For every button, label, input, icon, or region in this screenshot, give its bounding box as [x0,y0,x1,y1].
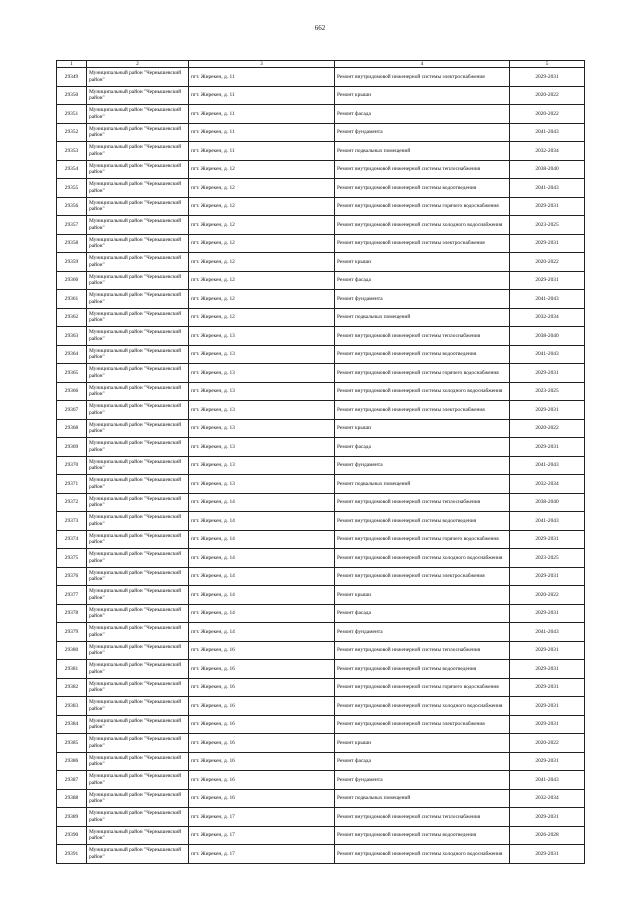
work-type-cell: Ремонт крыши [335,419,510,438]
address-cell: пгт. Жирекен, д. 16 [189,697,335,716]
period-cell: 2038-2040 [510,493,585,512]
municipality-cell: Муниципальный район "Чернышевский район" [87,86,189,105]
period-cell: 2020-2022 [510,734,585,753]
municipality-cell: Муниципальный район "Чернышевский район" [87,475,189,494]
municipality-cell: Муниципальный район "Чернышевский район" [87,197,189,216]
work-type-cell: Ремонт подвальных помещений [335,789,510,808]
row-number-cell: 29380 [57,641,87,660]
work-type-cell: Ремонт внутридомовой инженерной системы горячего водоснабжения [335,678,510,697]
period-cell: 2029-2031 [510,68,585,87]
column-header: 4 [335,61,510,68]
address-cell: пгт. Жирекен, д. 14 [189,512,335,531]
municipality-cell: Муниципальный район "Чернышевский район" [87,789,189,808]
work-type-cell: Ремонт фасада [335,752,510,771]
municipality-cell: Муниципальный район "Чернышевский район" [87,419,189,438]
address-cell: пгт. Жирекен, д. 16 [189,715,335,734]
period-cell: 2029-2031 [510,697,585,716]
period-cell: 2032-2034 [510,308,585,327]
period-cell: 2029-2031 [510,715,585,734]
address-cell: пгт. Жирекен, д. 12 [189,216,335,235]
work-type-cell: Ремонт крыши [335,586,510,605]
row-number-cell: 29376 [57,567,87,586]
address-cell: пгт. Жирекен, д. 11 [189,68,335,87]
work-type-cell: Ремонт внутридомовой инженерной системы электроснабжения [335,68,510,87]
municipality-cell: Муниципальный район "Чернышевский район" [87,715,189,734]
table-row [57,68,585,87]
table-row [57,641,585,660]
work-type-cell: Ремонт крыши [335,86,510,105]
work-type-cell: Ремонт внутридомовой инженерной системы электроснабжения [335,234,510,253]
work-type-cell: Ремонт подвальных помещений [335,308,510,327]
period-cell: 2020-2022 [510,419,585,438]
work-type-cell: Ремонт внутридомовой инженерной системы электроснабжения [335,715,510,734]
table-row [57,197,585,216]
row-number-cell: 29391 [57,845,87,864]
address-cell: пгт. Жирекен, д. 12 [189,290,335,309]
period-cell: 2020-2022 [510,586,585,605]
row-number-cell: 29369 [57,438,87,457]
work-type-cell: Ремонт внутридомовой инженерной системы теплоснабжения [335,493,510,512]
row-number-cell: 29372 [57,493,87,512]
table-row [57,271,585,290]
municipality-cell: Муниципальный район "Чернышевский район" [87,697,189,716]
row-number-cell: 29361 [57,290,87,309]
address-cell: пгт. Жирекен, д. 12 [189,253,335,272]
period-cell: 2041-2043 [510,512,585,531]
period-cell: 2032-2034 [510,142,585,161]
period-cell: 2041-2043 [510,456,585,475]
work-type-cell: Ремонт фасада [335,438,510,457]
address-cell: пгт. Жирекен, д. 11 [189,86,335,105]
period-cell: 2041-2043 [510,179,585,198]
address-cell: пгт. Жирекен, д. 16 [189,678,335,697]
work-type-cell: Ремонт внутридомовой инженерной системы теплоснабжения [335,327,510,346]
row-number-cell: 29390 [57,826,87,845]
row-number-cell: 29354 [57,160,87,179]
municipality-cell: Муниципальный район "Чернышевский район" [87,68,189,87]
municipality-cell: Муниципальный район "Чернышевский район" [87,438,189,457]
address-cell: пгт. Жирекен, д. 12 [189,271,335,290]
row-number-cell: 29378 [57,604,87,623]
column-header: 3 [189,61,335,68]
column-header: 1 [57,61,87,68]
work-type-cell: Ремонт внутридомовой инженерной системы водоотведения [335,660,510,679]
table-row [57,530,585,549]
work-type-cell: Ремонт внутридомовой инженерной системы теплоснабжения [335,641,510,660]
table-row [57,549,585,568]
municipality-cell: Муниципальный район "Чернышевский район" [87,512,189,531]
table-row [57,493,585,512]
row-number-cell: 29374 [57,530,87,549]
municipality-cell: Муниципальный район "Чернышевский район" [87,586,189,605]
municipality-cell: Муниципальный район "Чернышевский район" [87,345,189,364]
work-type-cell: Ремонт фундамента [335,290,510,309]
period-cell: 2029-2031 [510,530,585,549]
municipality-cell: Муниципальный район "Чернышевский район" [87,160,189,179]
row-number-cell: 29353 [57,142,87,161]
address-cell: пгт. Жирекен, д. 12 [189,160,335,179]
municipality-cell: Муниципальный район "Чернышевский район" [87,456,189,475]
work-type-cell: Ремонт внутридомовой инженерной системы горячего водоснабжения [335,530,510,549]
municipality-cell: Муниципальный район "Чернышевский район" [87,364,189,383]
work-type-cell: Ремонт внутридомовой инженерной системы горячего водоснабжения [335,197,510,216]
address-cell: пгт. Жирекен, д. 13 [189,456,335,475]
table-row [57,327,585,346]
row-number-cell: 29383 [57,697,87,716]
table-row [57,604,585,623]
row-number-cell: 29365 [57,364,87,383]
address-cell: пгт. Жирекен, д. 13 [189,401,335,420]
table-row [57,290,585,309]
period-cell: 2029-2031 [510,271,585,290]
municipality-cell: Муниципальный район "Чернышевский район" [87,660,189,679]
period-cell: 2032-2034 [510,475,585,494]
address-cell: пгт. Жирекен, д. 14 [189,493,335,512]
work-type-cell: Ремонт внутридомовой инженерной системы холодного водоснабжения [335,697,510,716]
address-cell: пгт. Жирекен, д. 16 [189,771,335,790]
municipality-cell: Муниципальный район "Чернышевский район" [87,752,189,771]
address-cell: пгт. Жирекен, д. 16 [189,660,335,679]
work-type-cell: Ремонт внутридомовой инженерной системы теплоснабжения [335,808,510,827]
work-type-cell: Ремонт внутридомовой инженерной системы горячего водоснабжения [335,364,510,383]
column-header: 5 [510,61,585,68]
table-body [57,61,585,864]
table-row [57,808,585,827]
municipality-cell: Муниципальный район "Чернышевский район" [87,549,189,568]
row-number-cell: 29385 [57,734,87,753]
address-cell: пгт. Жирекен, д. 13 [189,438,335,457]
period-cell: 2029-2031 [510,401,585,420]
row-number-cell: 29379 [57,623,87,642]
work-type-cell: Ремонт внутридомовой инженерной системы водоотведения [335,179,510,198]
work-type-cell: Ремонт фундамента [335,771,510,790]
municipality-cell: Муниципальный район "Чернышевский район" [87,105,189,124]
address-cell: пгт. Жирекен, д. 13 [189,327,335,346]
municipality-cell: Муниципальный район "Чернышевский район" [87,179,189,198]
work-type-cell: Ремонт крыши [335,253,510,272]
work-type-cell: Ремонт внутридомовой инженерной системы водоотведения [335,512,510,531]
row-number-cell: 29357 [57,216,87,235]
period-cell: 2029-2031 [510,604,585,623]
table-row [57,660,585,679]
table-row [57,586,585,605]
period-cell: 2029-2031 [510,234,585,253]
address-cell: пгт. Жирекен, д. 16 [189,641,335,660]
work-type-cell: Ремонт внутридомовой инженерной системы электроснабжения [335,567,510,586]
table-row [57,216,585,235]
work-type-cell: Ремонт внутридомовой инженерной системы теплоснабжения [335,160,510,179]
period-cell: 2023-2025 [510,382,585,401]
row-number-cell: 29386 [57,752,87,771]
work-type-cell: Ремонт подвальных помещений [335,142,510,161]
table-row [57,678,585,697]
municipality-cell: Муниципальный район "Чернышевский район" [87,567,189,586]
period-cell: 2029-2031 [510,660,585,679]
work-type-cell: Ремонт подвальных помещений [335,475,510,494]
row-number-cell: 29381 [57,660,87,679]
period-cell: 2041-2043 [510,771,585,790]
table-row [57,845,585,864]
row-number-cell: 29349 [57,68,87,87]
address-cell: пгт. Жирекен, д. 13 [189,345,335,364]
address-cell: пгт. Жирекен, д. 12 [189,308,335,327]
address-cell: пгт. Жирекен, д. 11 [189,142,335,161]
table-row [57,345,585,364]
table-row [57,512,585,531]
municipality-cell: Муниципальный район "Чернышевский район" [87,327,189,346]
table-row [57,438,585,457]
row-number-cell: 29358 [57,234,87,253]
address-cell: пгт. Жирекен, д. 16 [189,752,335,771]
municipality-cell: Муниципальный район "Чернышевский район" [87,290,189,309]
column-number-row [57,61,585,68]
address-cell: пгт. Жирекен, д. 13 [189,475,335,494]
table-row [57,86,585,105]
municipality-cell: Муниципальный район "Чернышевский район" [87,271,189,290]
municipality-cell: Муниципальный район "Чернышевский район" [87,678,189,697]
period-cell: 2023-2025 [510,216,585,235]
period-cell: 2029-2031 [510,567,585,586]
period-cell: 2041-2043 [510,290,585,309]
municipality-cell: Муниципальный район "Чернышевский район" [87,308,189,327]
period-cell: 2029-2031 [510,197,585,216]
municipality-cell: Муниципальный район "Чернышевский район" [87,845,189,864]
municipality-cell: Муниципальный район "Чернышевский район" [87,493,189,512]
table-row [57,105,585,124]
period-cell: 2029-2031 [510,808,585,827]
period-cell: 2041-2043 [510,345,585,364]
period-cell: 2041-2043 [510,623,585,642]
row-number-cell: 29356 [57,197,87,216]
table-row [57,623,585,642]
work-type-cell: Ремонт фасада [335,271,510,290]
row-number-cell: 29388 [57,789,87,808]
table-row [57,826,585,845]
address-cell: пгт. Жирекен, д. 13 [189,364,335,383]
row-number-cell: 29368 [57,419,87,438]
municipality-cell: Муниципальный район "Чернышевский район" [87,530,189,549]
table-row [57,401,585,420]
table-row [57,234,585,253]
work-type-cell: Ремонт внутридомовой инженерной системы водоотведения [335,345,510,364]
municipality-cell: Муниципальный район "Чернышевский район" [87,623,189,642]
work-type-cell: Ремонт внутридомовой инженерной системы холодного водоснабжения [335,549,510,568]
table-row [57,364,585,383]
address-cell: пгт. Жирекен, д. 14 [189,604,335,623]
work-type-cell: Ремонт крыши [335,734,510,753]
work-type-cell: Ремонт внутридомовой инженерной системы водоотведения [335,826,510,845]
row-number-cell: 29355 [57,179,87,198]
table-row [57,771,585,790]
table-row [57,123,585,142]
table-row [57,308,585,327]
address-cell: пгт. Жирекен, д. 16 [189,734,335,753]
address-cell: пгт. Жирекен, д. 14 [189,586,335,605]
period-cell: 2026-2028 [510,826,585,845]
row-number-cell: 29351 [57,105,87,124]
address-cell: пгт. Жирекен, д. 14 [189,530,335,549]
period-cell: 2029-2031 [510,641,585,660]
row-number-cell: 29375 [57,549,87,568]
work-type-cell: Ремонт фундамента [335,456,510,475]
address-cell: пгт. Жирекен, д. 11 [189,123,335,142]
address-cell: пгт. Жирекен, д. 13 [189,382,335,401]
row-number-cell: 29367 [57,401,87,420]
row-number-cell: 29371 [57,475,87,494]
row-number-cell: 29387 [57,771,87,790]
address-cell: пгт. Жирекен, д. 17 [189,826,335,845]
municipality-cell: Муниципальный район "Чернышевский район" [87,142,189,161]
municipality-cell: Муниципальный район "Чернышевский район" [87,808,189,827]
municipality-cell: Муниципальный район "Чернышевский район" [87,401,189,420]
address-cell: пгт. Жирекен, д. 14 [189,623,335,642]
row-number-cell: 29370 [57,456,87,475]
page-number: 662 [314,24,326,32]
period-cell: 2020-2022 [510,86,585,105]
table-row [57,715,585,734]
period-cell: 2029-2031 [510,438,585,457]
table-row [57,253,585,272]
period-cell: 2029-2031 [510,678,585,697]
period-cell: 2029-2031 [510,845,585,864]
address-cell: пгт. Жирекен, д. 17 [189,808,335,827]
table-row [57,160,585,179]
repair-schedule-table [56,60,585,864]
row-number-cell: 29373 [57,512,87,531]
work-type-cell: Ремонт внутридомовой инженерной системы электроснабжения [335,401,510,420]
row-number-cell: 29360 [57,271,87,290]
row-number-cell: 29350 [57,86,87,105]
address-cell: пгт. Жирекен, д. 11 [189,105,335,124]
row-number-cell: 29389 [57,808,87,827]
municipality-cell: Муниципальный район "Чернышевский район" [87,734,189,753]
period-cell: 2023-2025 [510,549,585,568]
address-cell: пгт. Жирекен, д. 14 [189,567,335,586]
table-row [57,567,585,586]
table-row [57,179,585,198]
row-number-cell: 29382 [57,678,87,697]
address-cell: пгт. Жирекен, д. 14 [189,549,335,568]
address-cell: пгт. Жирекен, д. 12 [189,234,335,253]
address-cell: пгт. Жирекен, д. 12 [189,197,335,216]
period-cell: 2032-2034 [510,789,585,808]
row-number-cell: 29366 [57,382,87,401]
address-cell: пгт. Жирекен, д. 13 [189,419,335,438]
municipality-cell: Муниципальный район "Чернышевский район" [87,382,189,401]
municipality-cell: Муниципальный район "Чернышевский район" [87,123,189,142]
table-row [57,419,585,438]
municipality-cell: Муниципальный район "Чернышевский район" [87,216,189,235]
municipality-cell: Муниципальный район "Чернышевский район" [87,771,189,790]
table-row [57,752,585,771]
municipality-cell: Муниципальный район "Чернышевский район" [87,826,189,845]
table-row [57,789,585,808]
municipality-cell: Муниципальный район "Чернышевский район" [87,253,189,272]
address-cell: пгт. Жирекен, д. 16 [189,789,335,808]
table-row [57,734,585,753]
work-type-cell: Ремонт фасада [335,105,510,124]
period-cell: 2020-2022 [510,105,585,124]
address-cell: пгт. Жирекен, д. 17 [189,845,335,864]
period-cell: 2029-2031 [510,364,585,383]
municipality-cell: Муниципальный район "Чернышевский район" [87,234,189,253]
municipality-cell: Муниципальный район "Чернышевский район" [87,604,189,623]
work-type-cell: Ремонт внутридомовой инженерной системы холодного водоснабжения [335,216,510,235]
row-number-cell: 29362 [57,308,87,327]
table-row [57,697,585,716]
period-cell: 2020-2022 [510,253,585,272]
table-row [57,475,585,494]
work-type-cell: Ремонт фундамента [335,623,510,642]
column-header: 2 [87,61,189,68]
period-cell: 2038-2040 [510,327,585,346]
period-cell: 2029-2031 [510,752,585,771]
period-cell: 2038-2040 [510,160,585,179]
address-cell: пгт. Жирекен, д. 12 [189,179,335,198]
period-cell: 2041-2043 [510,123,585,142]
table-row [57,456,585,475]
table-row [57,382,585,401]
row-number-cell: 29352 [57,123,87,142]
work-type-cell: Ремонт фасада [335,604,510,623]
table-row [57,142,585,161]
row-number-cell: 29359 [57,253,87,272]
row-number-cell: 29384 [57,715,87,734]
work-type-cell: Ремонт внутридомовой инженерной системы холодного водоснабжения [335,845,510,864]
row-number-cell: 29377 [57,586,87,605]
row-number-cell: 29364 [57,345,87,364]
row-number-cell: 29363 [57,327,87,346]
work-type-cell: Ремонт фундамента [335,123,510,142]
municipality-cell: Муниципальный район "Чернышевский район" [87,641,189,660]
work-type-cell: Ремонт внутридомовой инженерной системы холодного водоснабжения [335,382,510,401]
